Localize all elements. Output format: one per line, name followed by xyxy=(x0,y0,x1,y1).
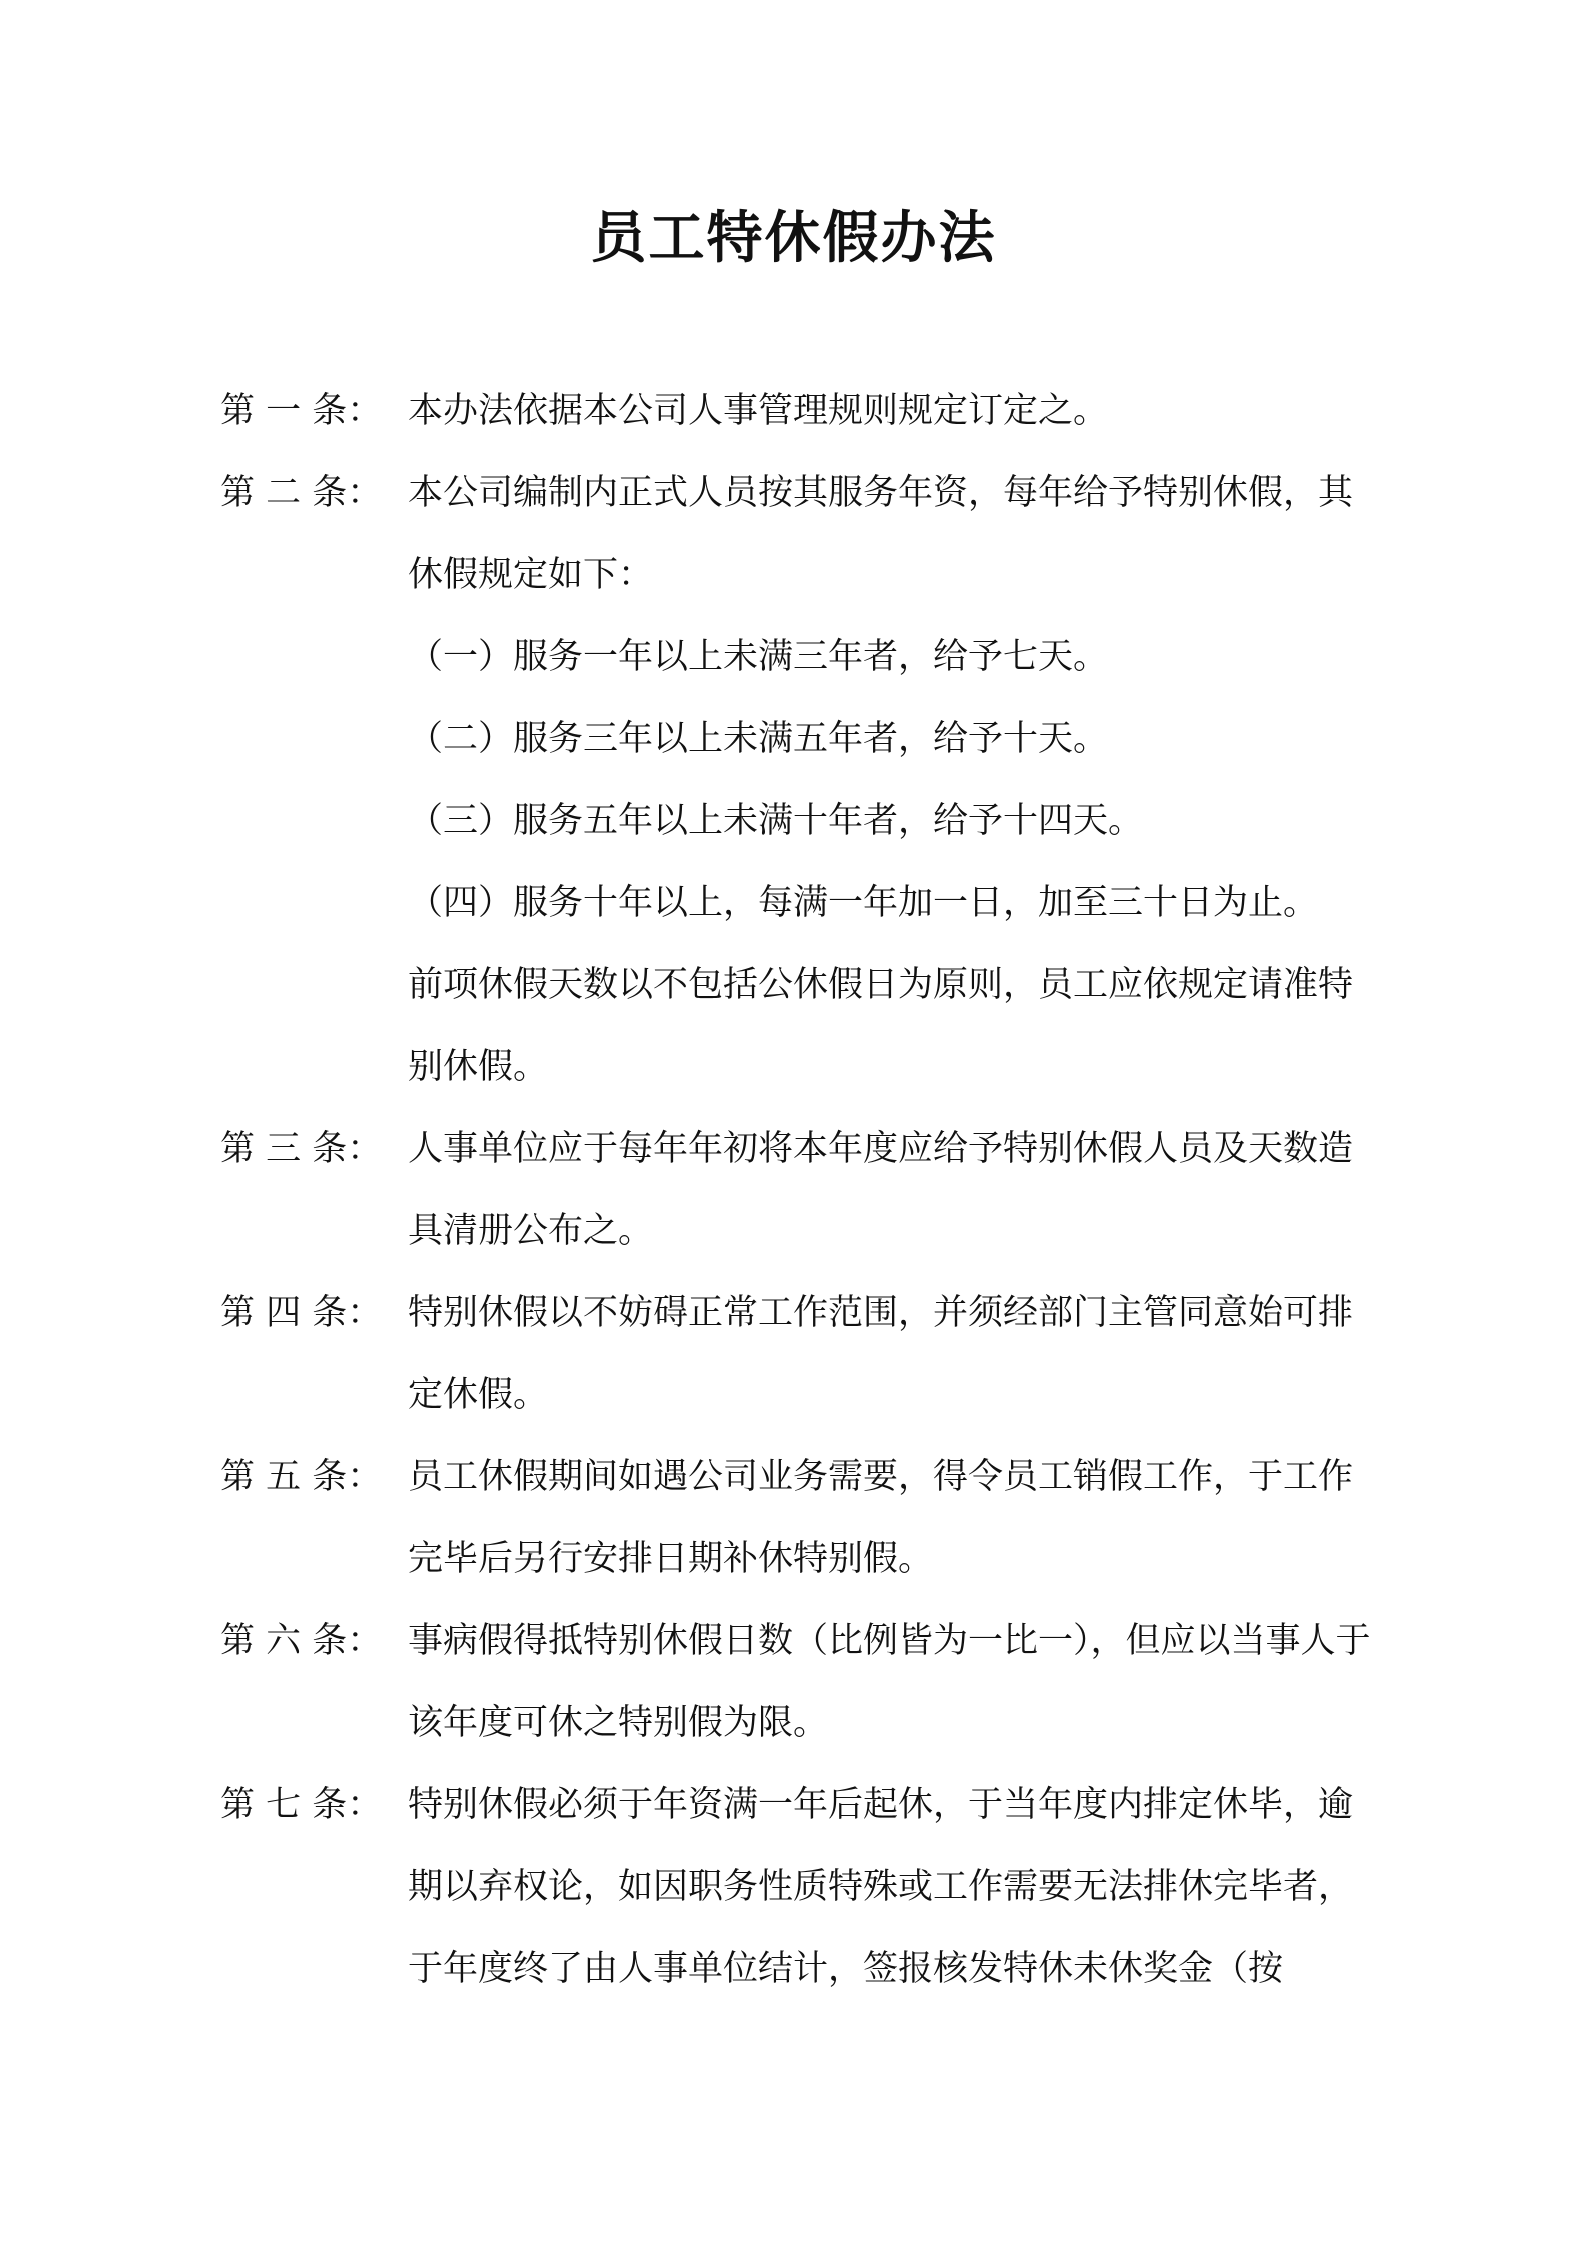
document-title: 员工特休假办法 xyxy=(590,205,997,271)
list-item: （一）服务一年以上未满三年者，给予七天。 xyxy=(408,637,1109,677)
article-text xyxy=(408,1108,1440,1272)
article-6 xyxy=(220,1600,1440,1764)
article-line: 完毕后另行安排日期补休特别假。 xyxy=(408,1539,934,1579)
article-line: 定休假。 xyxy=(408,1375,549,1415)
article-4 xyxy=(220,1272,1440,1436)
article-text xyxy=(408,1764,1440,2010)
article-7 xyxy=(220,1764,1440,2010)
article-line: 具清册公布之。 xyxy=(408,1211,654,1251)
article-2 xyxy=(220,452,1440,1108)
article-5 xyxy=(220,1436,1440,1600)
list-item: （三）服务五年以上未满十年者，给予十四天。 xyxy=(408,801,1144,841)
article-line: 特别休假必须于年资满一年后起休，于当年度内排定休毕，逾 xyxy=(408,1785,1354,1825)
article-text xyxy=(408,1436,1440,1600)
article-label: 第 五 条： xyxy=(220,1457,383,1497)
article-label: 第 三 条： xyxy=(220,1129,383,1169)
article-text xyxy=(408,1272,1440,1436)
article-line: 事病假得抵特别休假日数（比例皆为一比一），但应以当事人于 xyxy=(408,1621,1371,1661)
article-text xyxy=(408,452,1440,1108)
article-label: 第 七 条： xyxy=(220,1785,383,1825)
article-line: 本办法依据本公司人事管理规则规定订定之。 xyxy=(408,391,1109,431)
article-label: 第 一 条： xyxy=(220,391,383,431)
article-line: 别休假。 xyxy=(408,1047,549,1087)
article-label: 第 二 条： xyxy=(220,473,383,513)
article-label: 第 六 条： xyxy=(220,1621,383,1661)
document-body xyxy=(220,370,1440,2010)
list-item: （二）服务三年以上未满五年者，给予十天。 xyxy=(408,719,1109,759)
article-line: 前项休假天数以不包括公休假日为原则，员工应依规定请准特 xyxy=(408,965,1354,1005)
article-text xyxy=(408,1600,1440,1764)
article-label: 第 四 条： xyxy=(220,1293,383,1333)
article-line: 人事单位应于每年年初将本年度应给予特别休假人员及天数造 xyxy=(408,1129,1354,1169)
article-line: 本公司编制内正式人员按其服务年资，每年给予特别休假，其 xyxy=(408,473,1354,513)
list-item: （四）服务十年以上，每满一年加一日，加至三十日为止。 xyxy=(408,883,1319,923)
article-line: 特别休假以不妨碍正常工作范围，并须经部门主管同意始可排 xyxy=(408,1293,1354,1333)
article-text xyxy=(408,370,1440,452)
article-1 xyxy=(220,370,1440,452)
article-line: 休假规定如下： xyxy=(408,555,654,595)
article-line: 于年度终了由人事单位结计，签报核发特休未休奖金（按 xyxy=(408,1949,1284,1989)
article-line: 期以弃权论，如因职务性质特殊或工作需要无法排休完毕者， xyxy=(408,1867,1354,1907)
article-line: 该年度可休之特别假为限。 xyxy=(408,1703,829,1743)
article-line: 员工休假期间如遇公司业务需要，得令员工销假工作，于工作 xyxy=(408,1457,1354,1497)
article-3 xyxy=(220,1108,1440,1272)
